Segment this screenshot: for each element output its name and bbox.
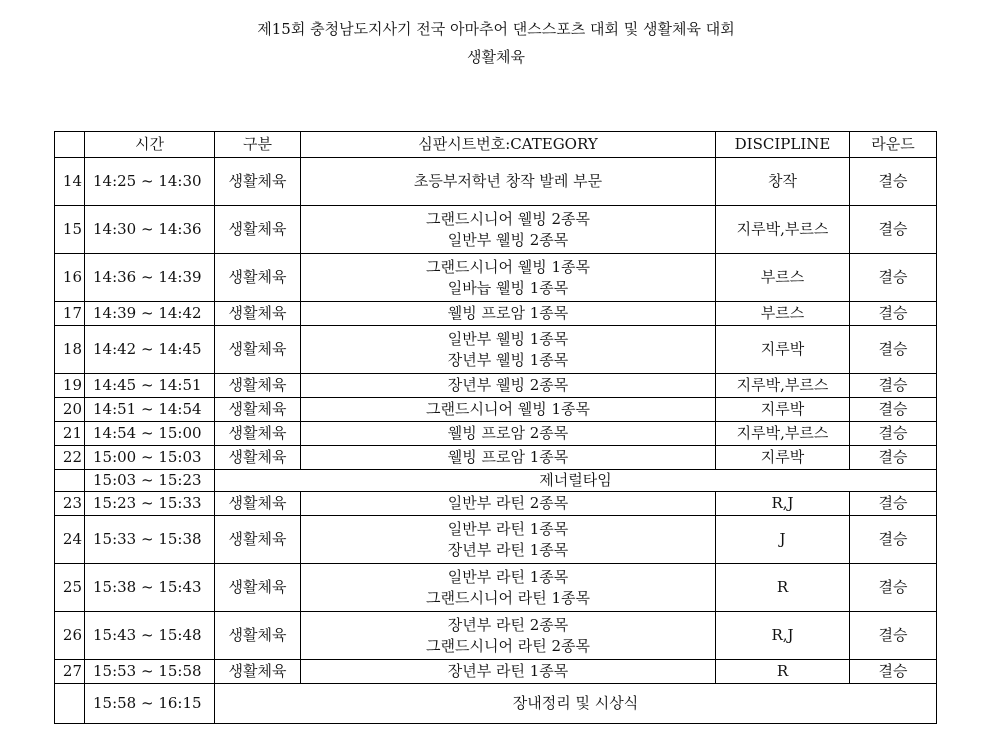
category-cell [301,326,716,374]
division-cell: 생활체육 [215,422,301,446]
row-number-cell: 17 [55,302,85,326]
category-cell [301,446,716,470]
category-cell [301,254,716,302]
category-line: 그랜드시니어 웰빙 1종목 [426,400,590,418]
discipline-cell: 지루박 [716,326,850,374]
break-row [55,684,937,724]
category-line: 그랜드시니어 웰빙 2종목 [426,209,590,228]
discipline-cell: 지루박,부르스 [716,422,850,446]
round-cell: 결승 [850,302,937,326]
discipline-cell: 지루박,부르스 [716,374,850,398]
time-cell: 14:54 ~ 15:00 [85,422,215,446]
category-line: 초등부저학년 창작 발레 부문 [413,172,603,190]
break-label-cell: 장내정리 및 시상식 [215,684,937,724]
division-cell: 생활체육 [215,326,301,374]
header-row [55,132,937,158]
category-cell [301,302,716,326]
category-cell [301,516,716,564]
row-number-cell: 15 [55,206,85,254]
break-row [55,470,937,492]
round-cell: 결승 [850,564,937,612]
category-line: 일반부 라틴 2종목 [447,494,569,512]
row-number-cell: 21 [55,422,85,446]
time-cell: 15:38 ~ 15:43 [85,564,215,612]
time-cell: 14:36 ~ 14:39 [85,254,215,302]
category-line: 일반부 웰빙 2종목 [447,230,569,249]
discipline-cell: R,J [716,612,850,660]
discipline-cell: R,J [716,492,850,516]
table-row [55,158,937,206]
category-line: 장년부 라틴 1종목 [447,662,569,680]
division-cell: 생활체육 [215,564,301,612]
discipline-cell: 부르스 [716,254,850,302]
category-cell [301,158,716,206]
round-cell: 결승 [850,446,937,470]
time-cell: 15:58 ~ 16:15 [85,684,215,724]
table-row [55,206,937,254]
time-cell: 15:00 ~ 15:03 [85,446,215,470]
time-cell: 14:42 ~ 14:45 [85,326,215,374]
division-cell: 생활체육 [215,446,301,470]
table-row [55,660,937,684]
round-cell: 결승 [850,158,937,206]
category-cell [301,492,716,516]
table-row [55,326,937,374]
round-cell: 결승 [850,516,937,564]
table-row [55,398,937,422]
row-number-cell: 14 [55,158,85,206]
row-number-cell: 16 [55,254,85,302]
category-line: 장년부 라틴 1종목 [447,540,569,559]
division-cell: 생활체육 [215,612,301,660]
category-cell [301,374,716,398]
row-number-cell: 18 [55,326,85,374]
division-cell: 생활체육 [215,516,301,564]
row-number-cell: 24 [55,516,85,564]
time-cell: 15:23 ~ 15:33 [85,492,215,516]
row-number-cell [55,684,85,724]
category-cell [301,422,716,446]
category-line: 그랜드시니어 라틴 2종목 [426,636,590,655]
row-number-cell: 27 [55,660,85,684]
time-cell: 15:43 ~ 15:48 [85,612,215,660]
round-cell: 결승 [850,254,937,302]
division-cell: 생활체육 [215,254,301,302]
row-number-cell: 19 [55,374,85,398]
division-cell: 생활체육 [215,158,301,206]
division-cell: 생활체육 [215,492,301,516]
time-cell: 14:45 ~ 14:51 [85,374,215,398]
table-row [55,446,937,470]
division-cell: 생활체육 [215,398,301,422]
table-row [55,422,937,446]
category-line: 장년부 라틴 2종목 [447,615,569,634]
schedule-table [54,131,937,724]
round-cell: 결승 [850,422,937,446]
division-cell: 생활체육 [215,660,301,684]
discipline-cell: R [716,660,850,684]
table-row [55,302,937,326]
table-row [55,254,937,302]
time-cell: 14:51 ~ 14:54 [85,398,215,422]
table-row [55,374,937,398]
category-line: 웰빙 프로암 2종목 [447,424,569,442]
category-line: 일바늡 웰빙 1종목 [447,278,569,297]
discipline-cell: 지루박 [716,398,850,422]
round-cell: 결승 [850,398,937,422]
time-cell: 14:39 ~ 14:42 [85,302,215,326]
category-line: 장년부 웰빙 2종목 [447,376,569,394]
category-line: 웰빙 프로암 1종목 [447,448,569,466]
table-row [55,492,937,516]
time-cell: 15:33 ~ 15:38 [85,516,215,564]
discipline-cell: R [716,564,850,612]
break-label-cell: 제너럴타임 [215,470,937,492]
category-line: 일반부 라틴 1종목 [447,519,569,538]
discipline-cell: 지루박 [716,446,850,470]
category-line: 그랜드시니어 라틴 1종목 [426,588,590,607]
category-cell [301,564,716,612]
row-number-cell [55,470,85,492]
header-round: 라운드 [850,132,937,158]
header-num [55,132,85,158]
category-line: 일반부 웰빙 1종목 [447,329,569,348]
header-division: 구분 [215,132,301,158]
category-line: 웰빙 프로암 1종목 [447,304,569,322]
page-title: 제15회 충청남도지사기 전국 아마추어 댄스스포츠 대회 및 생활체육 대회 [257,20,735,38]
category-line: 그랜드시니어 웰빙 1종목 [426,257,590,276]
page-subtitle: 생활체육 [467,48,525,66]
round-cell: 결승 [850,206,937,254]
discipline-cell: J [716,516,850,564]
category-cell [301,660,716,684]
round-cell: 결승 [850,612,937,660]
round-cell: 결승 [850,374,937,398]
discipline-cell: 창작 [716,158,850,206]
table-row [55,612,937,660]
time-cell: 15:03 ~ 15:23 [85,470,215,492]
time-cell: 15:53 ~ 15:58 [85,660,215,684]
time-cell: 14:30 ~ 14:36 [85,206,215,254]
discipline-cell: 지루박,부르스 [716,206,850,254]
category-cell [301,206,716,254]
round-cell: 결승 [850,492,937,516]
division-cell: 생활체육 [215,374,301,398]
category-line: 일반부 라틴 1종목 [447,567,569,586]
row-number-cell: 25 [55,564,85,612]
header-discipline: DISCIPLINE [716,132,850,158]
row-number-cell: 23 [55,492,85,516]
header-time: 시간 [85,132,215,158]
category-cell [301,612,716,660]
division-cell: 생활체육 [215,302,301,326]
discipline-cell: 부르스 [716,302,850,326]
row-number-cell: 20 [55,398,85,422]
table-row [55,564,937,612]
round-cell: 결승 [850,326,937,374]
row-number-cell: 22 [55,446,85,470]
row-number-cell: 26 [55,612,85,660]
category-line: 장년부 웰빙 1종목 [447,350,569,369]
header-category: 심판시트번호:CATEGORY [301,132,716,158]
category-cell [301,398,716,422]
time-cell: 14:25 ~ 14:30 [85,158,215,206]
table-body [55,158,937,724]
table-row [55,516,937,564]
round-cell: 결승 [850,660,937,684]
division-cell: 생활체육 [215,206,301,254]
